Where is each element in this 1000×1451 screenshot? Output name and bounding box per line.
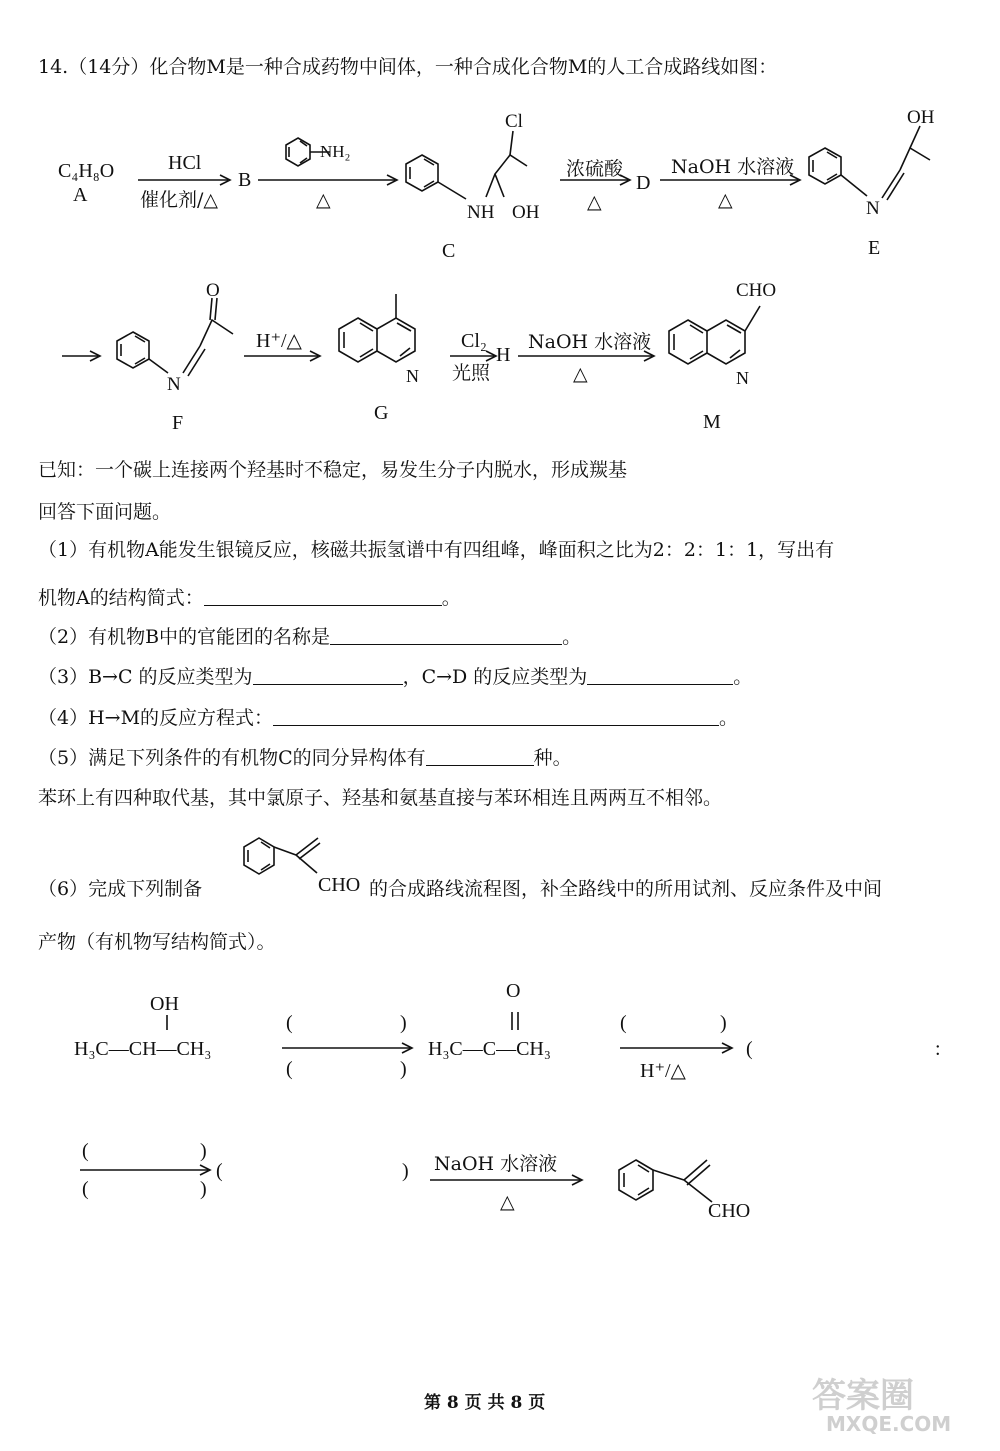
reagent-conc-h2so4: 浓硫酸	[566, 158, 624, 180]
label-h: H	[496, 344, 511, 366]
compound-m-n: N	[736, 368, 749, 388]
route-paren-7b: )	[402, 1160, 409, 1182]
q3-end: 。	[733, 666, 753, 688]
route-paren-1a: (	[286, 1012, 293, 1034]
condition-light: 光照	[452, 362, 491, 384]
q2-prompt: （2）有机物B中的官能团的名称是	[38, 626, 331, 648]
q3-line	[38, 665, 752, 689]
q3-answer-blank-1[interactable]	[253, 666, 403, 685]
q1-line2	[38, 586, 461, 610]
condition-heat-1: △	[316, 189, 331, 211]
label-b: B	[238, 169, 252, 191]
reagent-cl2: Cl₂	[461, 330, 487, 352]
label-c: C	[442, 240, 456, 262]
compound-e-oh: OH	[907, 107, 935, 128]
label-d: D	[636, 172, 651, 194]
q6-line2: 产物（有机物写结构简式）。	[38, 931, 276, 953]
condition-heat-4: △	[573, 363, 588, 385]
watermark-url: MXQE.COM	[826, 1412, 952, 1436]
condition-heat-2: △	[587, 191, 602, 213]
route-heat: △	[500, 1191, 515, 1213]
q3-prompt-a: （3）B→C 的反应类型为	[38, 666, 253, 688]
route-paren-7a: (	[216, 1160, 223, 1182]
q3-answer-blank-2[interactable]	[587, 666, 733, 685]
route-paren-2b: )	[400, 1058, 407, 1080]
label-e: E	[868, 237, 881, 259]
q4-end: 。	[719, 707, 739, 729]
compound-f-ring	[117, 332, 149, 368]
reagent-hcl: HCl	[168, 152, 202, 174]
compound-f-o: O	[206, 280, 220, 301]
q2-answer-blank[interactable]	[330, 626, 562, 645]
q2-end: 。	[562, 626, 582, 648]
q1-answer-blank[interactable]	[204, 587, 442, 606]
route-naoh: NaOH 水溶液	[434, 1153, 558, 1175]
route-start-compound: H₃C—CH—CH₃	[74, 1038, 212, 1060]
route-paren-3b: )	[720, 1012, 727, 1034]
formula-a: C₄H₈O	[58, 160, 115, 182]
route-o: O	[506, 980, 521, 1002]
q3-prompt-b: ，C→D 的反应类型为	[402, 666, 588, 688]
q1-end: 。	[441, 587, 461, 609]
route-oh: OH	[150, 993, 179, 1015]
route-acetone: H₃C—C—CH₃	[428, 1038, 551, 1060]
compound-g-n: N	[406, 366, 419, 386]
route-paren-5a: (	[82, 1140, 89, 1162]
reagent-naoh-1: NaOH 水溶液	[671, 156, 795, 178]
route-h-plus: H⁺/△	[640, 1060, 686, 1082]
compound-g-pyridine-ring	[377, 318, 415, 362]
route-paren-1b: )	[400, 1012, 407, 1034]
aniline-nh2: NH₂	[320, 142, 351, 161]
q5-prompt: （5）满足下列条件的有机物C的同分异构体有	[38, 747, 426, 769]
question-number-line: 14.（14分）化合物M是一种合成药物中间体，一种合成化合物M的人工合成路线如图：	[38, 56, 778, 78]
answer-intro: 回答下面问题。	[38, 501, 172, 523]
q1-line1: （1）有机物A能发生银镜反应，核磁共振氢谱中有四组峰，峰面积之比为2：2：1：1，写出有	[38, 539, 835, 561]
page-footer: 第 8 页 共 8 页	[424, 1393, 546, 1413]
compound-c-cl: Cl	[505, 111, 523, 132]
route-paren-2a: (	[286, 1058, 293, 1080]
q4-prompt: （4）H→M的反应方程式：	[38, 707, 274, 729]
q1-prompt: 机物A的结构简式：	[38, 587, 204, 609]
label-g: G	[374, 402, 389, 424]
label-f: F	[172, 412, 184, 434]
route-product-cho: CHO	[708, 1200, 751, 1222]
compound-e-n: N	[866, 198, 880, 219]
compound-f-n: N	[167, 374, 181, 395]
compound-c-oh: OH	[512, 202, 540, 223]
compound-m-pyridine-ring	[707, 320, 745, 364]
route-paren-3a: (	[620, 1012, 627, 1034]
q4-line	[38, 706, 738, 730]
q5-line	[38, 746, 572, 770]
route-paren-6a: (	[82, 1178, 89, 1200]
route-stray-mark: :	[935, 1038, 941, 1060]
route-paren-5b: )	[200, 1140, 207, 1162]
q5-end: 种。	[533, 747, 572, 769]
compound-m-cho: CHO	[736, 280, 777, 301]
compound-c-nh: NH	[467, 202, 495, 223]
q5-answer-blank[interactable]	[426, 747, 534, 766]
condition-catalyst: 催化剂/△	[140, 189, 219, 211]
q6-suffix: 的合成路线流程图，补全路线中的所用试剂、反应条件及中间	[369, 878, 883, 900]
q6-prefix: （6）完成下列制备	[38, 878, 203, 900]
condition-heat-3: △	[718, 189, 733, 211]
known-info: 已知：一个碳上连接两个羟基时不稳定，易发生分子内脱水，形成羰基	[38, 459, 628, 481]
route-paren-6b: )	[200, 1178, 207, 1200]
q6-target-cho: CHO	[318, 874, 361, 896]
reagent-h-plus: H⁺/△	[256, 330, 302, 352]
label-m: M	[703, 411, 721, 433]
label-a: A	[73, 184, 88, 206]
route-paren-4a: (	[746, 1038, 753, 1060]
q5-condition: 苯环上有四种取代基，其中氯原子、羟基和氨基直接与苯环相连且两两互不相邻。	[38, 787, 723, 809]
q4-answer-blank[interactable]	[273, 707, 719, 726]
watermark-logo: 答案圈	[812, 1376, 914, 1416]
reagent-naoh-2: NaOH 水溶液	[528, 331, 652, 353]
q2-line	[38, 625, 581, 649]
